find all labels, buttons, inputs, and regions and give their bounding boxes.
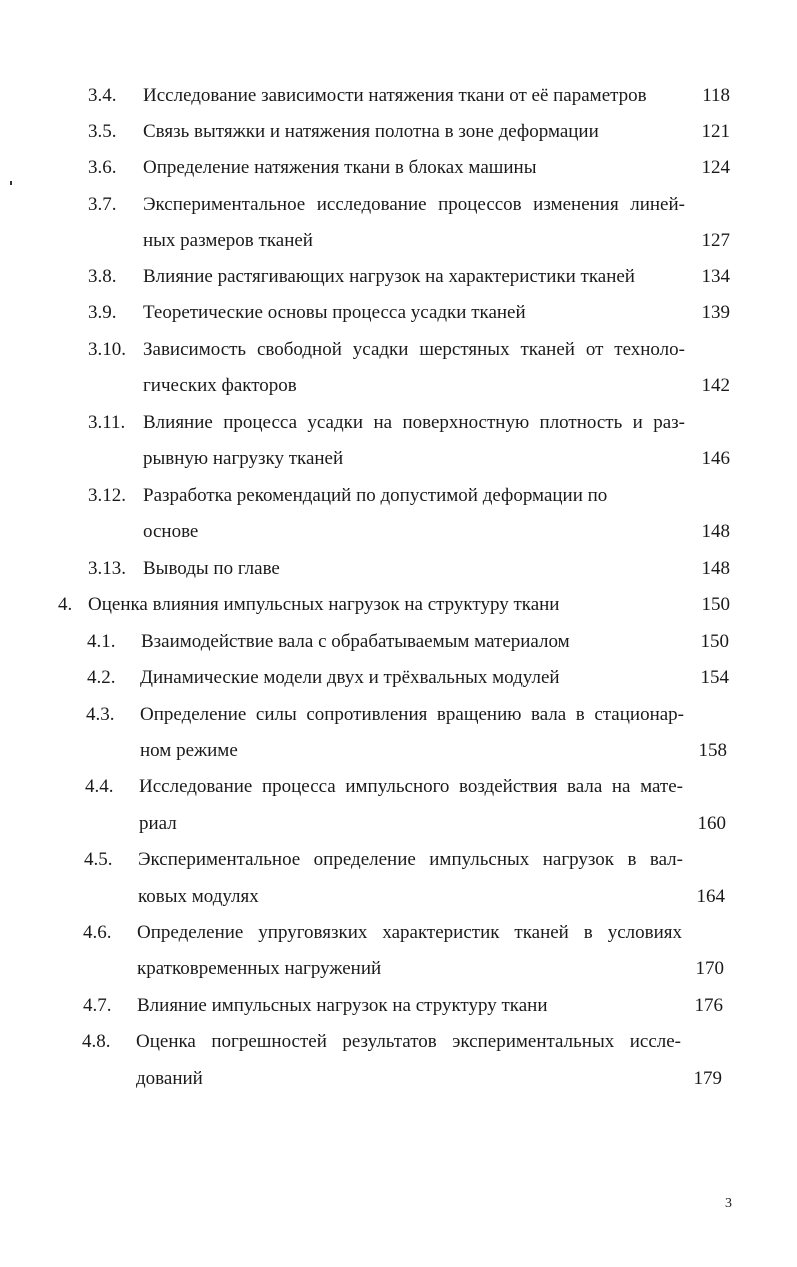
entry-page: 154 — [700, 667, 729, 688]
entry-number: 3.6. — [88, 157, 117, 178]
entry-title-continuation: дований — [136, 1068, 203, 1089]
entry-title: Исследование зависимости натяжения ткани от её параметров — [143, 85, 647, 106]
entry-page: 127 — [701, 230, 730, 251]
entry-page: 164 — [696, 886, 725, 907]
entry-title: Теоретические основы процесса усадки тканей — [143, 302, 526, 323]
entry-title: Взаимодействие вала с обрабатываемым материалом — [141, 631, 570, 652]
entry-title: Определение силы сопротивления вращению вала в стационар- — [140, 704, 684, 725]
entry-number: 3.7. — [88, 194, 117, 215]
entry-title: Экспериментальное определение импульсных нагрузок в вал- — [138, 849, 683, 870]
entry-page: 124 — [701, 157, 730, 178]
entry-title: Связь вытяжки и натяжения полотна в зоне деформации — [143, 121, 599, 142]
entry-number: 4.7. — [83, 995, 112, 1016]
entry-title-continuation: риал — [139, 813, 177, 834]
entry-title: Влияние процесса усадки на поверхностную плотность и раз- — [143, 412, 685, 433]
entry-number: 3.9. — [88, 302, 117, 323]
entry-title: Экспериментальное исследование процессов изменения линей- — [143, 194, 685, 215]
entry-page: 142 — [701, 375, 730, 396]
entry-title-continuation: ном режиме — [140, 740, 238, 761]
scan-speck — [10, 181, 12, 185]
entry-number: 4.1. — [87, 631, 116, 652]
entry-number: 4.5. — [84, 849, 113, 870]
entry-page: 121 — [701, 121, 730, 142]
entry-page: 150 — [700, 631, 729, 652]
entry-number: 4.6. — [83, 922, 112, 943]
entry-number: 3.5. — [88, 121, 117, 142]
entry-page: 170 — [695, 958, 724, 979]
entry-title-continuation: ных размеров тканей — [143, 230, 313, 251]
entry-page: 139 — [701, 302, 730, 323]
entry-title: Влияние растягивающих нагрузок на характеристики тканей — [143, 266, 635, 287]
entry-title: Определение упруговязких характеристик тканей в условиях — [137, 922, 682, 943]
chapter-number: 4. — [58, 594, 73, 615]
entry-number: 3.4. — [88, 85, 117, 106]
entry-title: Разработка рекомендаций по допустимой деформации по — [143, 485, 608, 506]
entry-title-continuation: ковых модулях — [138, 886, 259, 907]
chapter-title: Оценка влияния импульсных нагрузок на структуру ткани — [88, 594, 560, 615]
entry-title-continuation: гических факторов — [143, 375, 297, 396]
page-number: 3 — [725, 1196, 732, 1211]
entry-number: 3.12. — [88, 485, 126, 506]
entry-title-continuation: основе — [143, 521, 199, 542]
entry-title: Оценка погрешностей результатов экспериментальных иссле- — [136, 1031, 681, 1052]
entry-title: Определение натяжения ткани в блоках машины — [143, 157, 537, 178]
entry-title: Зависимость свободной усадки шерстяных тканей от техноло- — [143, 339, 685, 360]
entry-number: 3.11. — [88, 412, 126, 433]
entry-page: 150 — [701, 594, 730, 615]
entry-page: 118 — [702, 85, 730, 106]
entry-page: 158 — [698, 740, 727, 761]
entry-page: 148 — [701, 521, 730, 542]
entry-page: 160 — [697, 813, 726, 834]
entry-number: 3.13. — [88, 558, 126, 579]
entry-page: 179 — [693, 1068, 722, 1089]
entry-number: 4.2. — [87, 667, 116, 688]
entry-title: Исследование процесса импульсного воздействия вала на мате- — [139, 776, 683, 797]
entry-number: 4.3. — [86, 704, 115, 725]
entry-page: 176 — [694, 995, 723, 1016]
entry-number: 4.4. — [85, 776, 114, 797]
entry-title: Динамические модели двух и трёхвальных модулей — [140, 667, 560, 688]
entry-page: 146 — [701, 448, 730, 469]
entry-number: 3.10. — [88, 339, 126, 360]
entry-title: Выводы по главе — [143, 558, 280, 579]
entry-title-continuation: кратковременных нагружений — [137, 958, 382, 979]
entry-number: 3.8. — [88, 266, 117, 287]
entry-page: 148 — [701, 558, 730, 579]
entry-number: 4.8. — [82, 1031, 111, 1052]
entry-title-continuation: рывную нагрузку тканей — [143, 448, 344, 469]
entry-page: 134 — [701, 266, 730, 287]
entry-title: Влияние импульсных нагрузок на структуру ткани — [137, 995, 548, 1016]
